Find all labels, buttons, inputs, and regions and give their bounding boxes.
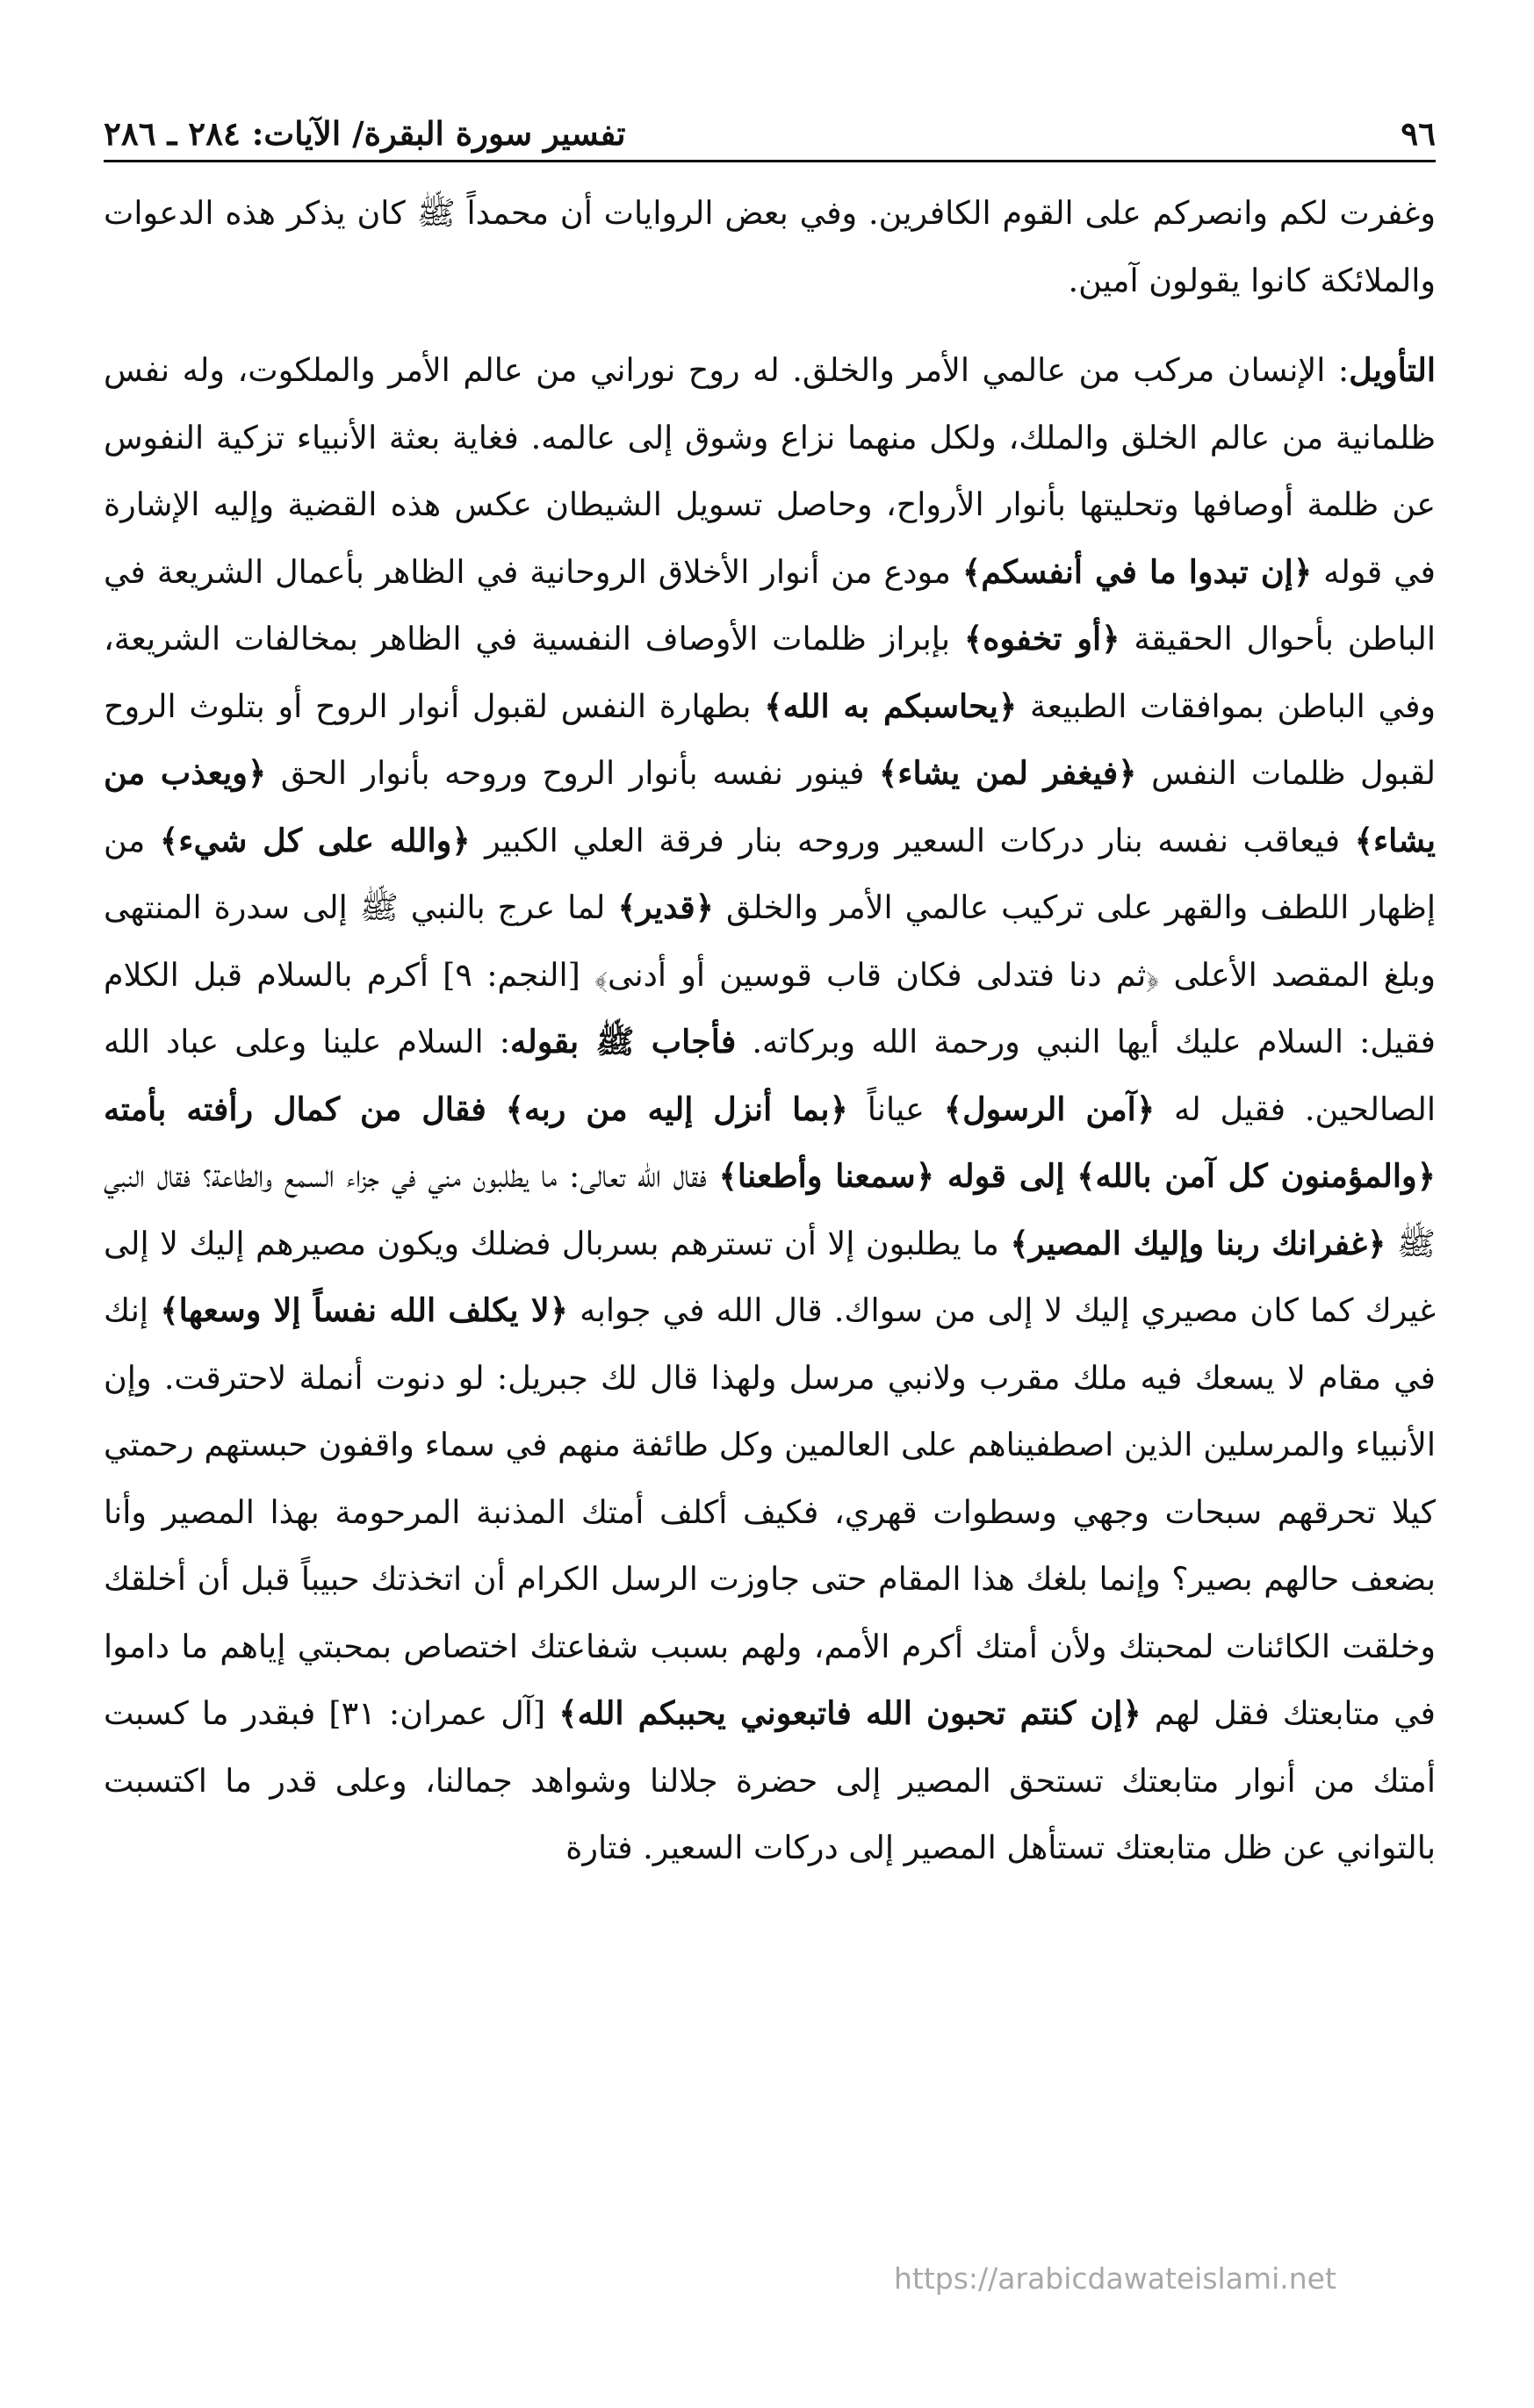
- text-run: مودع من أنوار الأخلاق الروحانية في الظاهر بأعمال الشريعة في الباطن بأحوال الحقيقة: [104, 552, 1436, 658]
- emphasized-text: فقال من كمال رأفته بأمته: [104, 1089, 486, 1128]
- paragraph: [104, 180, 1436, 314]
- page-header: [104, 98, 1436, 153]
- text-run: لما عرج بالنبي ﷺ إلى سدرة المنتهى وبلغ المقصد الأعلى: [104, 888, 1436, 994]
- emphasized-text: ﴿آمن الرسول﴾: [943, 1089, 1156, 1128]
- text-run: : الإنسان مركب من عالمي الأمر والخلق. له روح نوراني من عالم الأمر والملكوت، وله نفس ظلمانية من عالم الخلق والملك، ولكل منهما نزاع وشوق إلى عالمه. فغاية بعثة الأنبياء تزكية النفوس عن ظلمة أوصافها وتحليتها بأنوار الأرواح، وحاصل تسويل الشيطان عكس هذه القضية وإليه الإشارة في قوله: [104, 351, 1436, 591]
- text-run: وغفرت لكم وانصركم على القوم الكافرين. وفي بعض الروايات أن محمداً ﷺ كان يذكر هذه الدعوات والملائكة كانوا يقولون آمين.: [104, 194, 1436, 299]
- text-run: بطهارة النفس لقبول أنوار الروح أو بتلوث الروح لقبول ظلمات النفس: [104, 686, 1437, 792]
- text-run: من إظهار اللطف والقهر على تركيب عالمي الأمر والخلق: [104, 821, 1436, 926]
- header-divider: [104, 160, 1436, 162]
- emphasized-text: ﴿والمؤمنون كل آمن بالله﴾: [1077, 1157, 1436, 1195]
- text-run: فيعاقب نفسه بنار دركات السعير وروحه بنار فرقة العلي الكبير: [470, 821, 1355, 859]
- text-run: [آل عمران: ٣١] فبقدر ما كسبت أمتك من أنوار متابعتك تستحق المصير إلى حضرة جلالنا وشواهد جمالنا، وعلى قدر ما اكتسبت بالتواني عن ظل متابعتك تستأهل المصير إلى دركات السعير. فتارة: [104, 1694, 1436, 1866]
- emphasized-text: ﴿يحاسبكم به الله﴾: [764, 686, 1018, 725]
- text-run: عياناً: [847, 1089, 944, 1128]
- emphasized-text: ﴿إن كنتم تحبون الله فاتبعوني يحببكم الله﴾: [558, 1694, 1141, 1732]
- body-text: [104, 180, 1436, 1882]
- text-run: ﴿ثم دنا فتدلى فكان قاب قوسين أو أدنى﴾: [594, 955, 1160, 994]
- text-run: [النجم: ٩] أكرم بالسلام قبل الكلام فقيل: السلام عليك أيها النبي ورحمة الله وبركاته.: [104, 955, 1436, 1060]
- text-run: : السلام علينا وعلى عباد الله الصالحين. فقيل له: [104, 1023, 1436, 1128]
- text-run: بإبراز ظلمات الأوصاف النفسية في الظاهر بمخالفات الشريعة، وفي الباطن بموافقات الطبيعة: [104, 620, 1437, 725]
- emphasized-text: إلى قوله ﴿سمعنا وأطعنا﴾: [718, 1157, 1065, 1195]
- emphasized-text: ﴿قدير﴾: [617, 888, 715, 926]
- paragraph: [104, 337, 1436, 1882]
- text-run: ما يطلبون إلا أن تسترهم بسربال فضلك ويكون مصيرهم إليك لا إلى غيرك كما كان مصيري إليك لا إلى من سواك. قال الله في جوابه: [104, 1224, 1436, 1329]
- text-run: [1064, 1157, 1077, 1195]
- emphasized-text: التأويل: [1349, 351, 1436, 389]
- watermark-url: https://arabicdawateislami.net: [894, 2261, 1336, 2296]
- emphasized-text: ﴿إن تبدوا ما في أنفسكم﴾: [961, 552, 1313, 591]
- text-run: [486, 1090, 506, 1128]
- text-run: إنك في مقام لا يسعك فيه ملك مقرب ولانبي مرسل ولهذا قال لك جبريل: لو دنوت أنملة لاحترقت. وإن الأنبياء والمرسلين الذين اصطفيناهم على العالمين وكل طائفة منهم في سماء واقفون حبستهم رحمتي كيلا تحرقهم سبحات وجهي وسطوات قهري، فكيف أكلف أمتك المذنبة المرحومة بهذا المصير وأنا بضعف حالهم بصير؟ وإنما بلغك هذا المقام حتى جاوزت الرسل الكرام أن اتخذتك حبيباً قبل أن أخلقك وخلقت الكائنات لمحبتك ولأن أمتك أكرم الأمم، ولهم بسبب شفاعتك اختصاص بمحبتي إياهم ما داموا في متابعتك فقل لهم: [104, 1291, 1436, 1732]
- emphasized-text: ﴿أو تخفوه﴾: [963, 620, 1120, 658]
- emphasized-text: ﴿لا يكلف الله نفساً إلا وسعها﴾: [160, 1291, 569, 1329]
- text-run: فينور نفسه بأنوار الروح وروحه بأنوار الحق: [266, 754, 879, 792]
- emphasized-text: ﴿ويعذب من يشاء﴾: [104, 754, 1436, 859]
- text-run: فقال الله تعالى: ما يطلبون مني في جزاء السمع والطاعة؟ فقال النبي ﷺ: [104, 1157, 1436, 1262]
- running-title: تفسير سورة البقرة/ الآيات: ٢٨٤ ـ ٢٨٦: [104, 114, 626, 153]
- emphasized-text: ﴿فيغفر لمن يشاء﴾: [878, 754, 1137, 792]
- emphasized-text: فأجاب ﷺ بقوله: [510, 1023, 737, 1060]
- page-number: ٩٦: [1401, 114, 1436, 153]
- emphasized-text: ﴿غفرانك ربنا وإليك المصير﴾: [1010, 1224, 1386, 1262]
- emphasized-text: ﴿بما أنزل إليه من ربه﴾: [505, 1089, 848, 1128]
- emphasized-text: ﴿والله على كل شيء﴾: [159, 821, 471, 859]
